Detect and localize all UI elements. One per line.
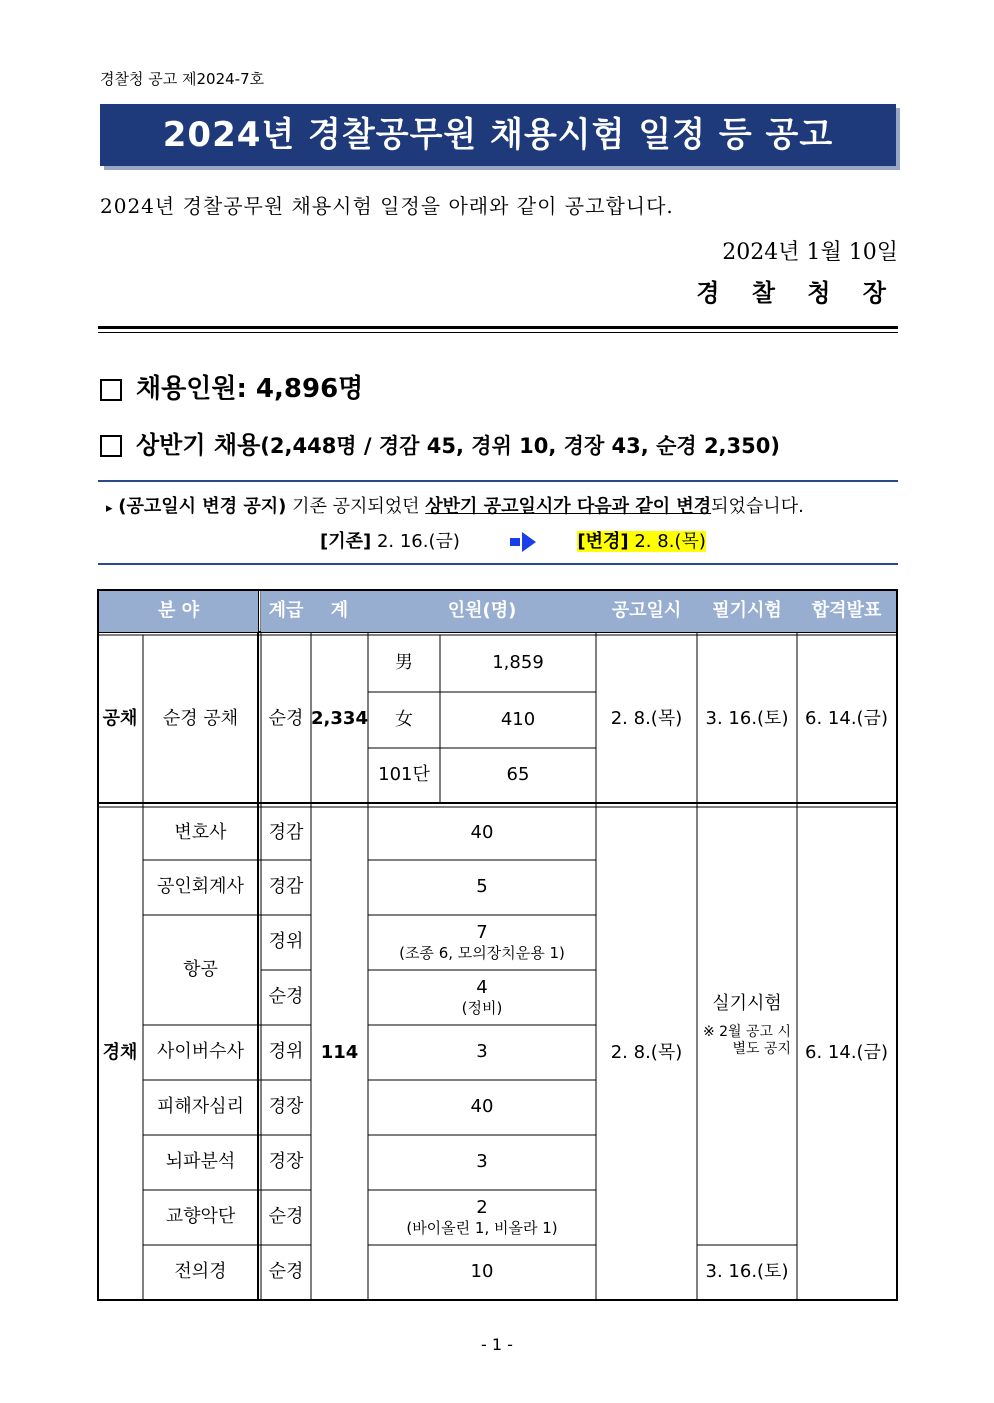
gyeongchae-rank: 순경: [268, 1206, 304, 1228]
section-first-half: [100, 425, 780, 460]
header-written: 필기시험: [697, 591, 797, 632]
section-recruit-total: [100, 368, 363, 405]
gyeongchae-field: 전의경: [174, 1261, 227, 1283]
gyeongchae-value-cell: [368, 970, 596, 1025]
change-dates: [320, 527, 706, 553]
gyeongchae-rank: 경위: [268, 1041, 304, 1063]
intro-text: 2024년 경찰공무원 채용시험 일정을 아래와 같이 공고합니다.: [100, 194, 674, 218]
gongchae-row-label: 男: [395, 652, 413, 674]
after-highlight: [577, 531, 705, 552]
change-text: 되었습니다.: [711, 496, 804, 517]
gyeongchae-field: 항공: [183, 958, 218, 980]
group-gyeongchae: 경채: [102, 1042, 138, 1064]
arrow-head-icon: [522, 532, 536, 552]
gongchae-notice: 2. 8.(목): [610, 707, 683, 729]
gyeongchae-value: 40: [470, 822, 494, 844]
header-rank: 계급: [261, 591, 311, 632]
gyeongchae-value: 2: [476, 1196, 488, 1218]
header-result: 합격발표: [797, 591, 896, 632]
divider: [98, 563, 898, 565]
gongchae-rank: 순경: [268, 707, 304, 729]
gyeongchae-field: 변호사: [174, 822, 227, 844]
bullet-icon: ▸: [106, 501, 113, 516]
announcement-date: 2024년 1월 10일: [722, 240, 898, 265]
gongchae-row-label: 女: [395, 708, 413, 730]
gyeongchae-field: 교향악단: [165, 1206, 236, 1228]
schedule-table: [97, 589, 898, 1301]
gyeongchae-field: 뇌파분석: [165, 1151, 236, 1173]
header-field: 분 야: [99, 591, 258, 632]
gyeongchae-result: 6. 14.(금): [805, 1042, 888, 1064]
after-value: 2. 8.(목): [628, 531, 706, 552]
gyeongchae-rank: 경장: [268, 1151, 304, 1173]
gyeongchae-written-last: 3. 16.(토): [705, 1261, 789, 1283]
gongchae-written: 3. 16.(토): [705, 707, 789, 729]
gyeongchae-rank: 순경: [268, 986, 304, 1008]
gyeongchae-total: 114: [320, 1042, 359, 1064]
section-text: 상반기 채용: [136, 431, 261, 459]
change-emphasis: 상반기 공고일시가 다음과 같이 변경: [425, 496, 712, 517]
gyeongchae-rank: 경감: [268, 876, 304, 898]
gyeongchae-rank: 경장: [268, 1096, 304, 1118]
checkbox-square-icon: [100, 435, 122, 457]
divider: [98, 480, 898, 482]
gongchae-row-value: 1,859: [492, 652, 544, 674]
signer: 경 찰 청 장: [696, 278, 898, 307]
gyeongchae-value: 4: [476, 976, 488, 998]
gyeongchae-value-cell: [368, 915, 596, 970]
page-number: - 1 -: [481, 1335, 513, 1354]
gyeongchae-value: 10: [470, 1261, 494, 1283]
checkbox-square-icon: [100, 379, 122, 401]
change-lead: (공고일시 변경 공지): [118, 496, 287, 517]
before-value: 2. 16.(금): [371, 531, 460, 552]
divider: [98, 326, 898, 329]
gyeongchae-value: 3: [476, 1151, 488, 1173]
gongchae-field: 순경 공채: [162, 707, 239, 729]
header-total: 계: [311, 591, 368, 632]
gyeongchae-value-cell: [368, 1190, 596, 1245]
gyeongchae-field: 피해자심리: [157, 1096, 244, 1118]
gongchae-total: 2,334: [311, 707, 368, 729]
after-label: [변경]: [577, 531, 629, 552]
arrow-right-icon: [510, 538, 520, 546]
gyeongchae-field: 사이버수사: [157, 1041, 244, 1063]
gyeongchae-value: 3: [476, 1041, 488, 1063]
gongchae-result: 6. 14.(금): [805, 707, 888, 729]
gyeongchae-value: 7: [476, 921, 488, 943]
practical-label: 실기시험: [712, 993, 782, 1015]
divider: [98, 332, 898, 333]
gyeongchae-notice: 2. 8.(목): [610, 1042, 683, 1064]
section-detail: (2,448명 / 경감 45, 경위 10, 경장 43, 순경 2,350): [260, 434, 780, 458]
gyeongchae-rank: 순경: [268, 1261, 304, 1283]
before-label: [기존]: [320, 531, 372, 552]
gyeongchae-value: 40: [470, 1096, 494, 1118]
gyeongchae-rank: 경감: [268, 822, 304, 844]
change-text: 기존 공지되었던: [286, 496, 426, 517]
gyeongchae-rank: 경위: [268, 931, 304, 953]
header-personnel: 인원(명): [368, 591, 596, 632]
notice-number: 경찰청 공고 제2024-7호: [100, 70, 265, 88]
gyeongchae-value: 5: [476, 876, 488, 898]
header-notice: 공고일시: [596, 591, 697, 632]
gyeongchae-sub: (바이올린 1, 비올라 1): [406, 1219, 558, 1238]
gongchae-row-value: 65: [506, 764, 530, 786]
gyeongchae-sub: (정비): [461, 999, 503, 1018]
practical-note: ※ 2월 공고 시 별도 공지: [702, 1023, 792, 1058]
change-notice: [106, 492, 804, 518]
group-gongchae: 공채: [102, 707, 138, 729]
gongchae-row-value: 410: [500, 708, 536, 730]
section-text: 채용인원: 4,896명: [136, 374, 364, 404]
gyeongchae-sub: (조종 6, 모의장치운용 1): [399, 944, 565, 963]
page-title: 2024년 경찰공무원 채용시험 일정 등 공고: [100, 104, 896, 166]
gyeongchae-field: 공인회계사: [157, 876, 244, 898]
gongchae-row-label: 101단: [378, 764, 430, 786]
gyeongchae-practical-cell: [697, 807, 797, 1245]
